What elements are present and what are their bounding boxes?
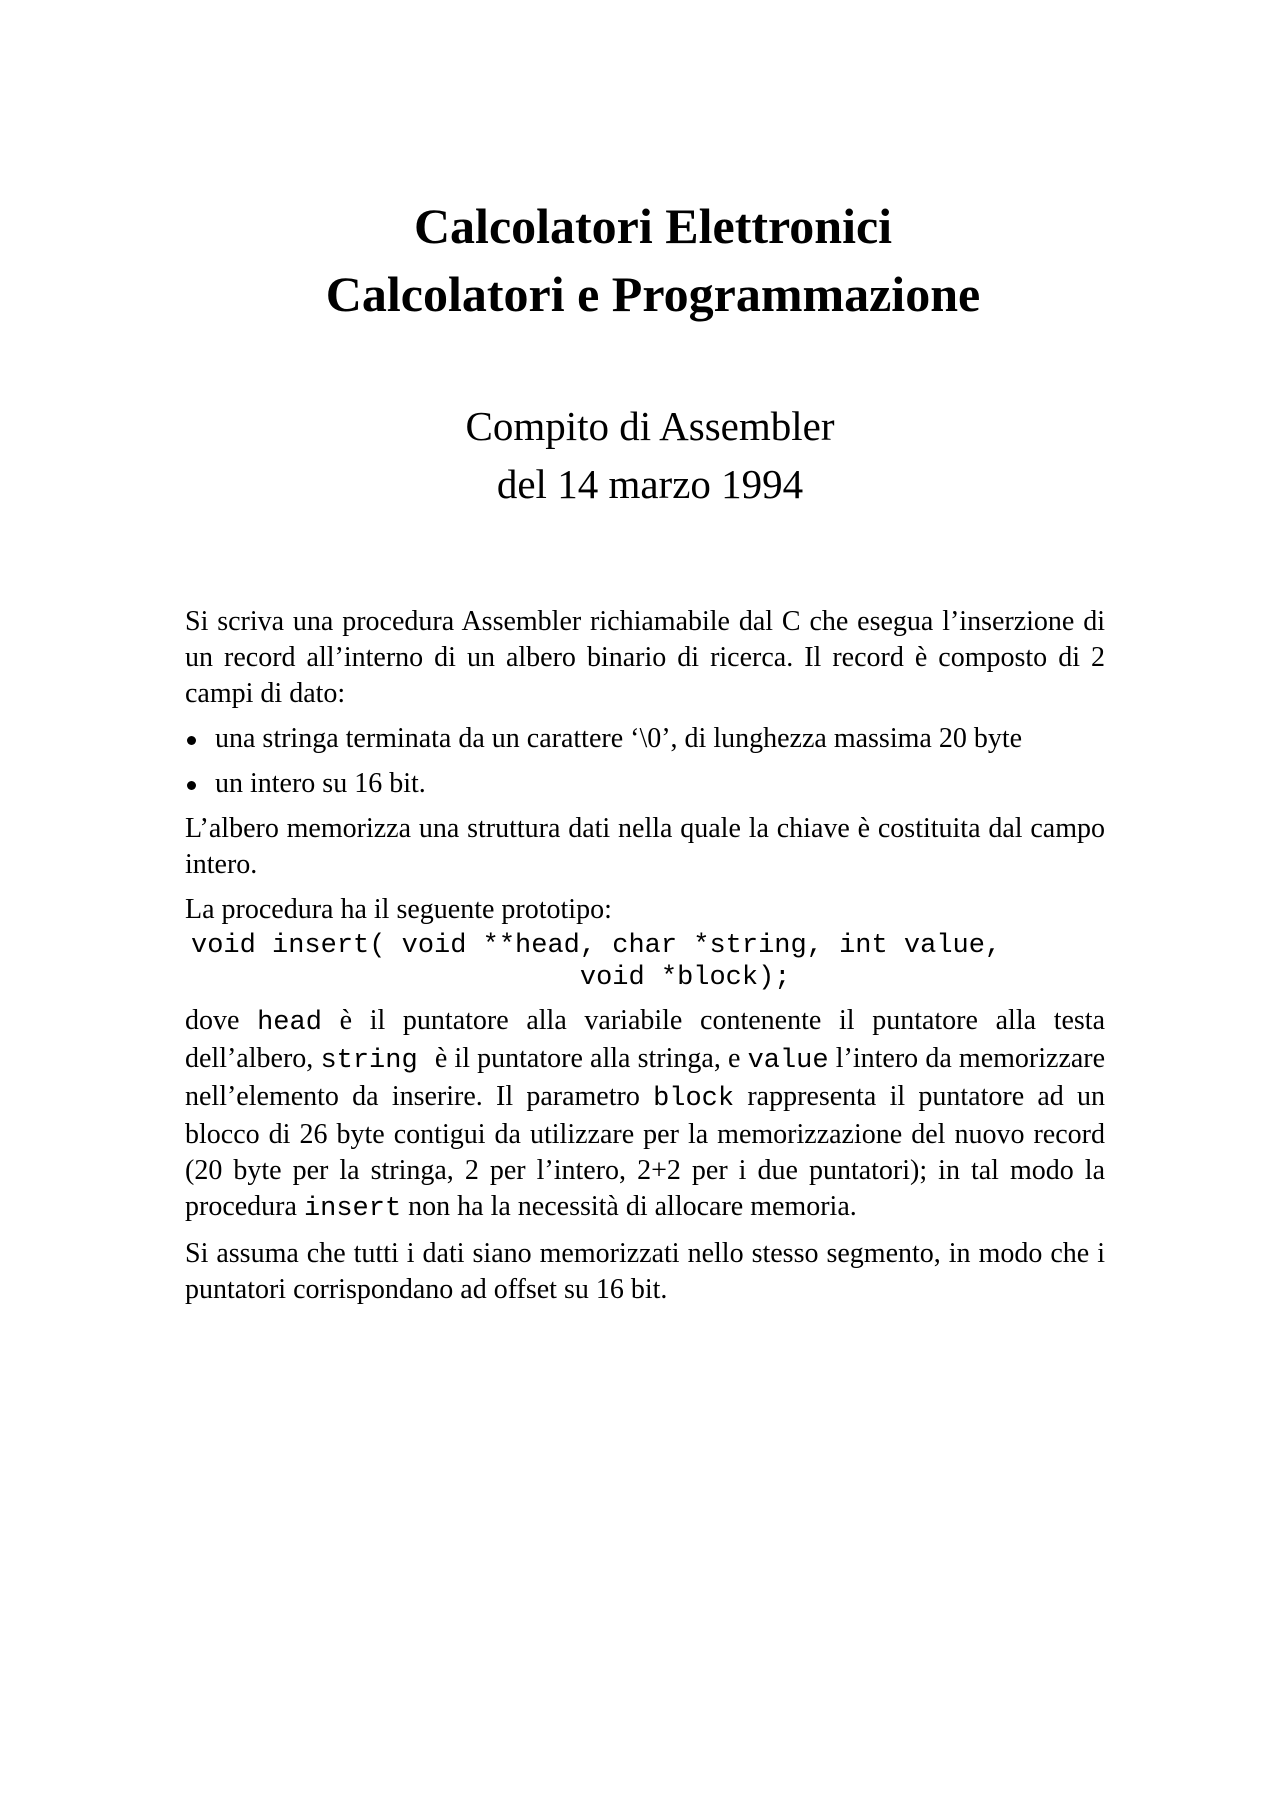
- course-title: Calcolatori Elettronici: [413, 198, 893, 254]
- code-insert: insert: [303, 1194, 402, 1224]
- list-item: [185, 766, 1105, 802]
- code-value: value: [747, 1046, 829, 1076]
- code-line: void *block);: [191, 963, 791, 993]
- prototype-intro: La procedura ha il seguente prototipo:: [185, 894, 612, 925]
- exam-heading: [0, 397, 1280, 513]
- desc-text: l’intero da memorizzare nell’elemento da inserire. Il parametro: [185, 1043, 1106, 1112]
- key-paragraph: L’albero memorizza una struttura dati nella quale la chiave è costituita dal campo intero.: [185, 813, 1105, 880]
- exam-title: Compito di Assembler: [465, 403, 835, 449]
- field-list: [185, 721, 1105, 802]
- bullet-icon: [187, 736, 196, 745]
- list-item-text: una stringa terminata da un carattere ‘\0’, di lunghezza massima 20 byte: [215, 723, 1023, 754]
- list-item: [185, 721, 1105, 757]
- list-item-text: un intero su 16 bit.: [215, 768, 426, 799]
- prototype-code: [191, 930, 1105, 994]
- desc-text: è il puntatore alla stringa, e: [434, 1043, 741, 1074]
- bullet-icon: [187, 781, 196, 790]
- intro-paragraph: Si scriva una procedura Assembler richiamabile dal C che esegua l’inserzione di un record all’interno di un albero binario di ricerca. Il record è composto di 2 campi di dato:: [185, 606, 1105, 709]
- desc-text: dove: [185, 1005, 240, 1036]
- title-block: [0, 192, 1280, 328]
- desc-text: è il puntatore alla variabile contenente il puntatore alla testa dell’albero,: [185, 1005, 1106, 1074]
- course-subtitle: Calcolatori e Programmazione: [325, 266, 981, 322]
- description-paragraph: [185, 1003, 1105, 1227]
- code-block-param: block: [653, 1084, 735, 1114]
- code-string: string: [320, 1046, 418, 1076]
- desc-text: non ha la necessità di allocare memoria.: [408, 1191, 857, 1222]
- code-line: void insert( void **head, char *string, int value,: [191, 931, 1002, 961]
- final-paragraph: Si assuma che tutti i dati siano memorizzati nello stesso segmento, in modo che i puntatori corrispondano ad offset su 16 bit.: [185, 1238, 1105, 1305]
- exam-body: [185, 604, 1105, 1308]
- code-head: head: [257, 1008, 322, 1038]
- desc-text: rappresenta il puntatore ad un blocco di 26 byte contigui da utilizzare per la memorizzazione del nuovo record (20 byte per la stringa, 2 per l’intero, 2+2 per i due puntatori); in tal modo la procedura: [185, 1081, 1106, 1222]
- exam-date: del 14 marzo 1994: [496, 461, 804, 507]
